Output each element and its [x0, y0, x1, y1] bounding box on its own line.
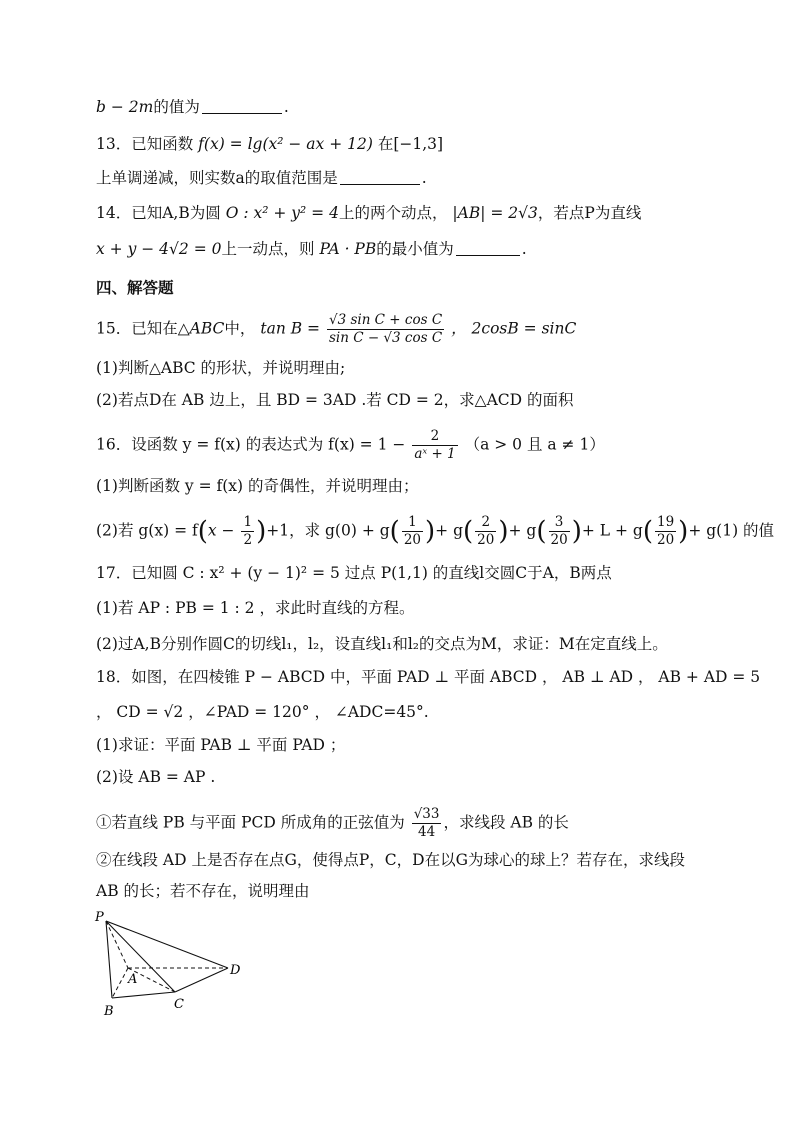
q16-p2-x: x −	[207, 521, 235, 540]
q14-text1: 上的两个动点，	[338, 204, 448, 222]
q14-ab-length: |AB| = 2√3	[452, 204, 538, 222]
q18-sine-fraction	[412, 806, 442, 841]
q16-plus-g-2: + g	[508, 521, 537, 540]
q18-case1	[96, 806, 569, 841]
t3-num: 3	[549, 514, 570, 532]
t3-den: 20	[550, 532, 568, 548]
q17-line1: 17．已知圆 C : x² + (y − 1)² = 5 过点 P(1,1) 的直线l交圆C于A，B两点	[96, 564, 612, 582]
q15-tanb: tan B =	[260, 319, 321, 338]
edge-cd	[175, 968, 228, 992]
q16-p2-mid: +1，求 g(0) + g	[266, 521, 390, 540]
q12-end: .	[283, 98, 289, 116]
q18-line2: ， CD = √2 ，∠PAD = 120° ， ∠ADC=45°.	[96, 703, 429, 721]
q12-expr: b − 2m	[96, 98, 154, 116]
q16-denominator: aˣ + 1	[414, 446, 456, 462]
q18-part1: (1)求证：平面 PAB ⊥ 平面 PAD ；	[96, 736, 346, 754]
q16-term1	[402, 514, 423, 549]
q13-interval: [−1,3]	[393, 135, 444, 153]
t1-num: 1	[402, 514, 423, 532]
q18-case1-end: ，求线段 AB 的长	[443, 813, 569, 832]
q16-term3	[549, 514, 570, 549]
q16-plus-g-1: + g	[435, 521, 463, 540]
q15-triangle: △ABC	[177, 319, 225, 338]
q15-intro: 15．已知在	[96, 319, 178, 338]
t1-den: 20	[403, 532, 421, 548]
q13-interval-pre: 在	[377, 135, 394, 153]
edge-pc	[106, 921, 175, 992]
q15-numerator: √3 sin C + cos C	[328, 312, 443, 328]
t19-num: 19	[656, 514, 675, 530]
q13-line2	[96, 167, 427, 189]
q14-circle: O : x² + y² = 4	[225, 204, 339, 222]
q16-term19	[655, 514, 676, 549]
q17-part1: (1)若 AP : PB = 1 : 2 ，求此时直线的方程。	[96, 599, 415, 617]
q16-p2-end: + g(1) 的值	[688, 521, 775, 540]
q15-mid: 中，	[224, 319, 256, 338]
label-a: A	[128, 972, 138, 987]
edge-bc	[112, 992, 175, 998]
q15-denominator: sin C − √3 cos C	[328, 330, 443, 346]
q15-line1	[96, 312, 576, 347]
edge-ab	[112, 968, 128, 998]
q15-fraction	[327, 312, 444, 347]
q17-part2: (2)过A,B分别作圆C的切线l₁，l₂，设直线l₁和l₂的交点为M，求证：M在定直线上。	[96, 635, 668, 653]
q18-part2: (2)设 AB = AP .	[96, 768, 216, 786]
q16-ellipsis: + L + g	[581, 521, 643, 540]
q16-p2-start: (2)若 g(x) = f	[96, 521, 198, 540]
q14-line-equation: x + y − 4√2 = 0	[96, 240, 222, 258]
t2-num: 2	[475, 514, 496, 532]
sine-num: √33	[413, 806, 440, 822]
q14-intro: 14．已知A,B为圆	[96, 204, 221, 222]
q13-line1	[96, 133, 443, 155]
q13-question: 上单调递减，则实数a的取值范围是	[96, 169, 338, 187]
q16-numerator: 2	[412, 428, 457, 446]
q16-intro: 16．设函数 y = f(x) 的表达式为 f(x) = 1 −	[96, 435, 406, 454]
q16-fraction	[412, 428, 457, 463]
pyramid-figure	[92, 905, 262, 1020]
q14-answer-blank[interactable]	[456, 241, 520, 256]
q16-line1	[96, 428, 605, 463]
q13-end: .	[421, 169, 427, 187]
q18-line1: 18．如图，在四棱锥 P − ABCD 中，平面 PAD ⊥ 平面 ABCD ， AB ⊥ AD ， AB + AD = 5	[96, 668, 761, 686]
q14-line2	[96, 238, 527, 260]
q15-part2: (2)若点D在 AB 边上，且 BD = 3AD .若 CD = 2，求△ACD 的面积	[96, 391, 574, 409]
q16-part1: (1)判断函数 y = f(x) 的奇偶性，并说明理由；	[96, 477, 419, 495]
q14-dot-product: PA · PB	[319, 240, 377, 258]
q16-part2: (2)若 g(x) = f(x − $\frac{1}{2}$ )+1，求 g(0) + g( $\frac{1}{20}$ )+ g( $\frac{2}{20}$ )+ g( $\frac{3}{20}$ )+ L + g( $\frac{19}{20}$ )+ g(1) 的值	[96, 514, 775, 548]
half-den: 2	[243, 532, 253, 548]
q14-text4: 的最小值为	[376, 240, 454, 258]
q14-text3: 上一动点，则	[221, 240, 315, 258]
q16-term2	[475, 514, 496, 549]
half-num: 1	[243, 514, 253, 530]
q18-case2-line2: AB 的长；若不存在，说明理由	[96, 882, 310, 900]
q12-text: 的值为	[153, 98, 200, 116]
q12-answer-blank[interactable]	[202, 99, 282, 114]
label-p: P	[95, 910, 104, 925]
section-title: 四、解答题	[96, 279, 174, 297]
q13-answer-blank[interactable]	[340, 170, 420, 185]
q15-condition: ， 2cosB = sinC	[451, 319, 577, 338]
sine-den: 44	[417, 824, 436, 840]
q16-half	[241, 514, 254, 549]
label-c: C	[174, 997, 184, 1012]
q14-line1	[96, 202, 641, 224]
label-b: B	[104, 1004, 114, 1019]
q12-tail	[96, 96, 289, 118]
q13-intro: 13．已知函数	[96, 135, 194, 153]
q18-case1-start: ①若直线 PB 与平面 PCD 所成角的正弦值为	[96, 813, 405, 832]
q13-function: f(x) = lg(x² − ax + 12)	[198, 135, 373, 153]
q16-condition: （a > 0 且 a ≠ 1）	[464, 435, 605, 454]
q18-case2-line1: ②在线段 AD 上是否存在点G，使得点P，C，D在以G为球心的球上？若存在，求线段	[96, 851, 685, 869]
q14-text2: ，若点P为直线	[537, 204, 642, 222]
q14-end: .	[521, 240, 527, 258]
q15-part1: (1)判断△ABC 的形状，并说明理由;	[96, 359, 346, 377]
t2-den: 20	[477, 532, 495, 548]
edge-pb	[106, 921, 112, 998]
t19-den: 20	[656, 532, 675, 548]
label-d: D	[230, 963, 241, 978]
